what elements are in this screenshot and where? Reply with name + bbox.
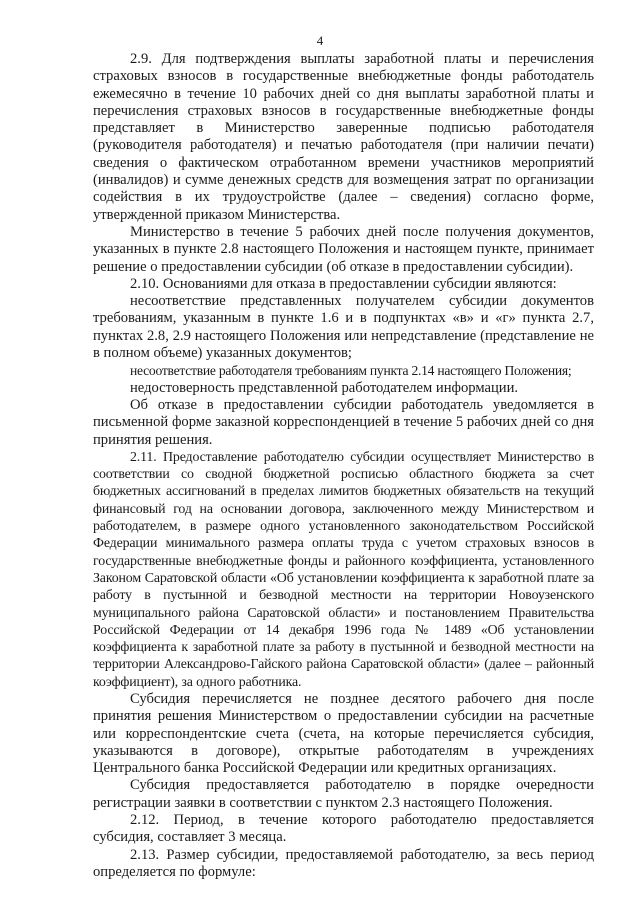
- refusal-reason-documents: несоответствие представленных получателем субсидии документов требованиям, указанным в пункте 1.6 и в подпунктах «в» и «г» пункта 2.7, пунктах 2.8, 2.9 настоящего Положения или непредставление (представление не в полном объеме) указанных документов;: [93, 293, 594, 362]
- refusal-reason-unreliable-info: недостоверность представленной работодателем информации.: [130, 379, 519, 396]
- page-number: 4: [316, 33, 324, 48]
- paragraph-subsidy-order: Субсидия предоставляется работодателю в порядке очередности регистрации заявки в соответствии с пунктом 2.3 настоящего Положения.: [93, 777, 594, 811]
- paragraph-2-12: 2.12. Период, в течение которого работодателю предоставляется субсидия, составляет 3 месяца.: [93, 812, 594, 846]
- paragraph-refusal-notice: Об отказе в предоставлении субсидии работодатель уведомляется в письменной форме заказной корреспонденцией в течение 5 рабочих дней со дня принятия решения.: [93, 396, 594, 448]
- refusal-reason-requirements: несоответствие работодателя требованиям пункта 2.14 настоящего Положения;: [130, 363, 572, 379]
- paragraph-ministry-decision: Министерство в течение 5 рабочих дней после получения документов, указанных в пункте 2.8 настоящего Положения и настоящем пункте, принимает решение о предоставлении субсидии (об отказе в предоставлении субсидии).: [93, 223, 594, 275]
- paragraph-2-11: 2.11. Предоставление работодателю субсидии осуществляет Министерство в соответствии со сводной бюджетной росписью областного бюджета за счет бюджетных ассигнований в пределах лимитов бюджетных обязательств на текущий финансовый год на основании договора, заключенного между Министерством и работодателем, в размере одного установленного законодательством Российской Федерации минимального размера оплаты труда с учетом страховых взносов в государственные внебюджетные фонды и районного коэффициента, установленного Законом Саратовской области «Об установлении коэффициента к заработной плате за работу в пустынной и безводной местности на территории Новоузенского муниципального района Саратовской области» и постановлением Правительства Российской Федерации от 14 декабря 1996 года № 1489 «Об установлении коэффициента к заработной плате за работу в пустынной и безводной местности на территории Александрово-Гайского района Саратовской области» (далее – районный коэффициент), за одного работника.: [93, 449, 594, 690]
- document-body: [93, 51, 594, 881]
- paragraph-2-10: 2.10. Основаниями для отказа в предоставлении субсидии являются:: [130, 275, 557, 292]
- paragraph-2-13: 2.13. Размер субсидии, предоставляемой работодателю, за весь период определяется по формуле:: [93, 846, 594, 880]
- paragraph-subsidy-transfer: Субсидия перечисляется не позднее десятого рабочего дня после принятия решения Министерством о предоставлении субсидии на расчетные или корреспондентские счета (счета, на которые перечисляется субсидия, указываются в договоре), открытые работодателям в учреждениях Центрального банка Российской Федерации или кредитных организациях.: [93, 690, 594, 777]
- paragraph-2-9: 2.9. Для подтверждения выплаты заработной платы и перечисления страховых взносов в государственные внебюджетные фонды работодатель ежемесячно в течение 10 рабочих дней со дня выплаты заработной платы и перечисления страховых взносов в государственные внебюджетные фонды представляет в Министерство заверенные подписью работодателя (руководителя работодателя) и печатью работодателя (при наличии печати) сведения о фактическом отработанном времени участников мероприятий (инвалидов) и сумме денежных средств для возмещения затрат по организации содействия в их трудоустройстве (далее – сведения) согласно форме, утвержденной приказом Министерства.: [93, 51, 594, 223]
